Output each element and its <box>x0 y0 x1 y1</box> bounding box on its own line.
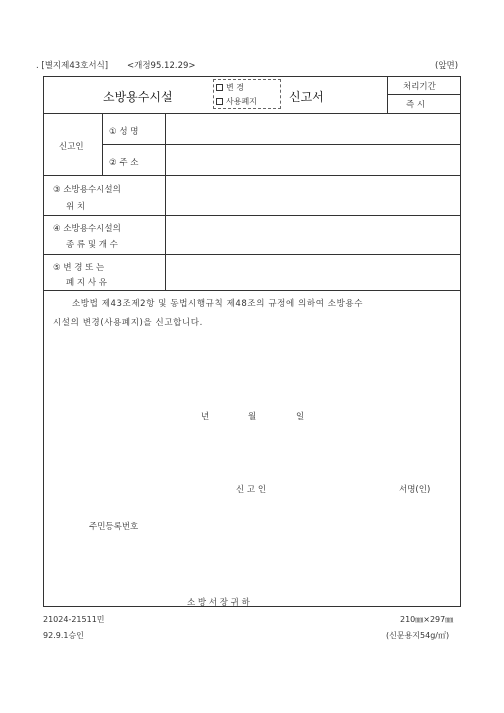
option-change-label: 변 경 <box>226 83 244 92</box>
recipient-label: 소 방 서 장 귀 하 <box>187 598 250 608</box>
address-field[interactable] <box>168 147 458 173</box>
option-abolish-label: 사용폐지 <box>226 97 257 106</box>
page-side: (앞면) <box>435 61 459 71</box>
divider-reporter-col <box>102 113 103 175</box>
option-change[interactable] <box>216 82 244 93</box>
checkbox-abolish[interactable] <box>216 98 223 105</box>
form-number: . [별지제43호서식] <box>36 61 109 71</box>
date-year-label: 년 <box>201 412 210 422</box>
processing-period-value: 즉 시 <box>406 100 426 110</box>
divider-type <box>43 254 461 255</box>
name-label: ① 성 명 <box>109 127 139 137</box>
divider-name <box>102 144 461 145</box>
divider-label-col <box>165 113 166 290</box>
type-label-line2: 종 류 및 개 수 <box>66 240 118 250</box>
divider-address <box>43 175 461 176</box>
divider-location <box>43 215 461 216</box>
name-field[interactable] <box>168 116 458 142</box>
paper-type: (신문용지54g/㎡) <box>386 631 450 640</box>
paper-size: 210㎜×297㎜ <box>400 615 454 624</box>
resident-number-label: 주민등록번호 <box>89 522 139 532</box>
form-code: 21024-21511민 <box>43 615 105 624</box>
form-title-suffix: 신고서 <box>289 90 324 104</box>
divider-processing-row <box>387 94 461 95</box>
divider-reason <box>43 290 461 291</box>
checkbox-change[interactable] <box>216 84 223 91</box>
signature-label: 서명(인) <box>399 485 431 495</box>
date-month-label: 월 <box>248 412 257 422</box>
location-label-line2: 위 치 <box>66 202 86 212</box>
statement-line1: 소방법 제43조제2항 및 동법시행규칙 제48조의 규정에 의하여 소방용수 <box>72 299 364 309</box>
address-label: ② 주 소 <box>109 158 139 168</box>
processing-period-label: 처리기간 <box>403 82 436 92</box>
reporter-group-label: 신고인 <box>59 142 84 152</box>
reporter-sign-label: 신 고 인 <box>236 485 267 495</box>
location-field[interactable] <box>168 178 458 212</box>
type-count-field[interactable] <box>168 218 458 251</box>
option-abolish[interactable] <box>216 96 257 107</box>
reason-field[interactable] <box>168 257 458 287</box>
revision-date: <개정95.12.29> <box>127 61 196 71</box>
statement-line2: 시설의 변경(사용폐지)을 신고합니다. <box>53 318 203 328</box>
divider-title <box>43 113 461 114</box>
location-label-line1: ③ 소방용수시설의 <box>53 185 121 195</box>
form-title: 소방용수시설 <box>103 90 173 104</box>
date-day-label: 일 <box>296 412 305 422</box>
reason-label-line1: ⑤ 변 경 또 는 <box>53 263 105 273</box>
type-label-line1: ④ 소방용수시설의 <box>53 224 121 234</box>
approval-date: 92.9.1승인 <box>43 631 84 640</box>
reason-label-line2: 폐 지 사 유 <box>66 278 107 288</box>
